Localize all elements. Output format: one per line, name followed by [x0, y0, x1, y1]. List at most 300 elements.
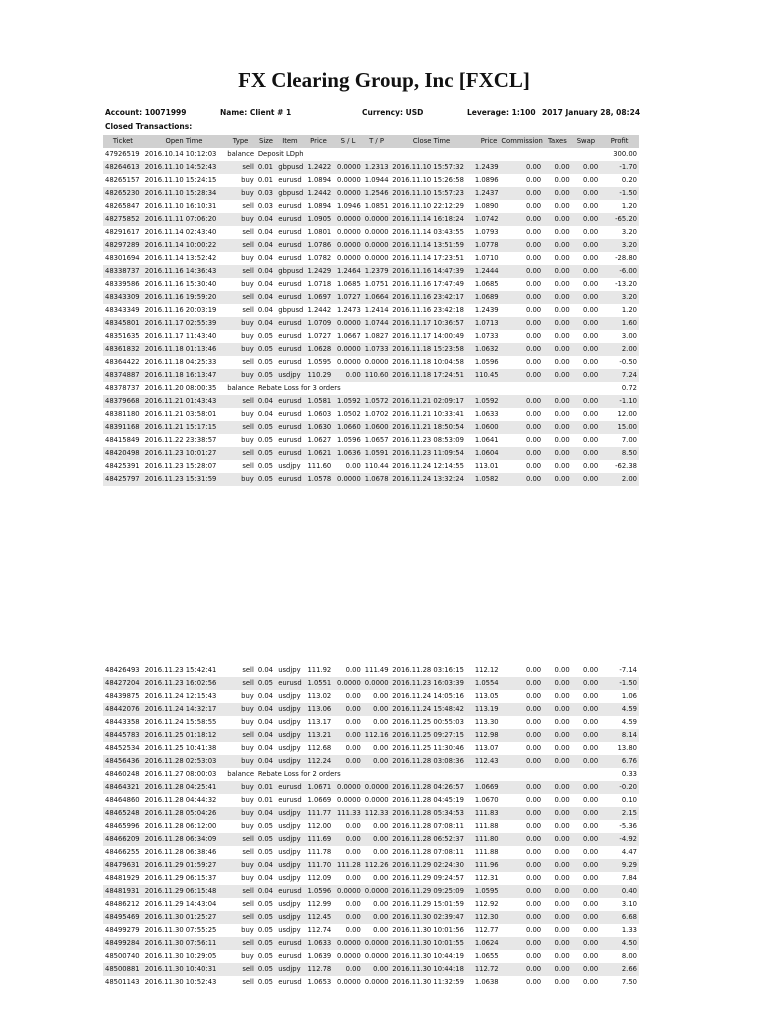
cell-take-profit: 0.00: [373, 848, 389, 856]
cell-type: balance: [227, 770, 255, 778]
cell-taxes: 0.00: [554, 332, 570, 340]
cell-profit: 7.50: [621, 978, 637, 986]
cell-swap: 0.00: [572, 755, 601, 768]
cell-commission: 0.00: [525, 254, 542, 262]
cell-type: sell: [225, 265, 256, 278]
cell-item: usdjpy: [276, 703, 304, 716]
cell-item: eurusd: [276, 291, 304, 304]
cell-close-time: 2016.11.25 00:55:03: [392, 718, 464, 726]
cell-ticket: 48265157: [105, 176, 140, 184]
cell-profit: 4.59: [621, 718, 637, 726]
cell-stop-loss: 1.0667: [337, 332, 361, 340]
table-row: [103, 343, 639, 356]
cell-commission: 0.00: [499, 473, 543, 486]
cell-take-profit: 1.0944: [364, 176, 389, 184]
cell-close-price: 110.45: [473, 369, 499, 382]
cell-ticket: 48338737: [103, 265, 143, 278]
cell-type: sell: [225, 239, 256, 252]
cell-commission: 0.00: [525, 744, 542, 752]
cell-open-time: 2016.11.28 02:53:03: [143, 755, 226, 768]
cell-profit: 3.20: [600, 291, 639, 304]
cell-commission: 0.00: [525, 306, 542, 314]
cell-taxes: 0.00: [554, 952, 570, 960]
cell-profit: 6.68: [600, 911, 639, 924]
cell-ticket: 48345801: [103, 317, 143, 330]
cell-open-price: 111.78: [307, 848, 332, 856]
cell-stop-loss: 0.00: [345, 744, 361, 752]
cell-type: buy: [225, 703, 256, 716]
cell-size: 0.04: [256, 729, 276, 742]
cell-type: buy: [225, 369, 256, 382]
cell-profit: 3.20: [600, 239, 639, 252]
cell-profit: 2.00: [600, 473, 639, 486]
cell-open-price: 1.0709: [304, 317, 334, 330]
cell-size: 0.03: [257, 202, 273, 210]
cell-ticket: 48495469: [103, 911, 143, 924]
cell-open-time: 2016.11.18 01:13:46: [143, 343, 226, 356]
cell-open-time: 2016.11.20 08:00:35: [144, 384, 217, 392]
cell-profit: 0.20: [621, 176, 637, 184]
cell-type: buy: [225, 213, 256, 226]
cell-stop-loss: 1.0727: [333, 291, 363, 304]
currency: Currency: USD: [362, 108, 424, 117]
cell-stop-loss: [333, 148, 363, 161]
cell-profit: 9.29: [600, 859, 639, 872]
cell-open-price: 1.0603: [307, 410, 332, 418]
cell-item: eurusd: [276, 885, 304, 898]
cell-close-time: 2016.11.30 10:01:55: [390, 937, 473, 950]
cell-stop-loss: 0.0000: [337, 228, 361, 236]
cell-open-price: 112.68: [307, 744, 332, 752]
cell-open-price: 1.2442: [307, 306, 332, 314]
cell-taxes: [543, 382, 572, 395]
cell-ticket: 48501143: [105, 978, 140, 986]
cell-stop-loss: 0.00: [345, 926, 361, 934]
cell-profit: -65.20: [600, 213, 639, 226]
cell-take-profit: 0.0000: [363, 213, 391, 226]
cell-size: 0.05: [256, 343, 276, 356]
col-close-time: Close Time: [390, 135, 473, 148]
table-row: [103, 859, 639, 872]
cell-ticket: 47926519: [105, 150, 140, 158]
cell-close-time: 2016.11.28 03:08:36: [390, 755, 473, 768]
cell-stop-loss: 0.00: [345, 692, 361, 700]
cell-type: sell: [242, 202, 254, 210]
cell-stop-loss: 0.00: [333, 703, 363, 716]
cell-profit: 8.00: [621, 952, 637, 960]
table-row: [103, 356, 639, 369]
cell-open-time: 2016.11.23 15:31:59: [143, 473, 226, 486]
cell-open-time: 2016.11.23 15:28:07: [144, 462, 217, 470]
table-row: [103, 291, 639, 304]
cell-size: 0.04: [256, 885, 276, 898]
cell-stop-loss: 0.00: [345, 718, 361, 726]
cell-commission: 0.00: [499, 187, 543, 200]
cell-swap: 0.00: [583, 822, 599, 830]
cell-take-profit: 0.00: [373, 718, 389, 726]
account-number: Account: 10071999: [105, 108, 187, 117]
cell-taxes: 0.00: [543, 963, 572, 976]
cell-swap: 0.00: [583, 666, 599, 674]
table-row: [103, 200, 639, 213]
table-row: [103, 820, 639, 833]
cell-close-time: 2016.11.25 09:27:15: [390, 729, 473, 742]
col-profit: Profit: [600, 135, 639, 148]
cell-open-price: 1.0581: [304, 395, 334, 408]
cell-stop-loss: 1.2473: [337, 306, 361, 314]
cell-profit: -5.36: [619, 822, 637, 830]
cell-close-time: 2016.11.30 02:39:47: [390, 911, 473, 924]
cell-close-time: 2016.11.29 09:24:57: [392, 874, 464, 882]
cell-taxes: 0.00: [554, 900, 570, 908]
cell-close-price: 113.01: [474, 462, 499, 470]
cell-swap: 0.00: [583, 306, 599, 314]
cell-swap: 0.00: [572, 161, 601, 174]
cell-profit: 1.06: [621, 692, 637, 700]
cell-swap: 0.00: [572, 937, 601, 950]
cell-profit: -13.20: [615, 280, 637, 288]
cell-type: buy: [225, 859, 256, 872]
cell-open-time: 2016.11.29 14:43:04: [144, 900, 217, 908]
account-info: [105, 108, 665, 120]
cell-close-time: 2016.11.29 09:25:09: [390, 885, 473, 898]
cell-take-profit: 0.0000: [364, 796, 389, 804]
cell-open-price: 1.0801: [307, 228, 332, 236]
cell-close-time: 2016.11.18 17:24:51: [390, 369, 473, 382]
cell-take-profit: 0.00: [363, 911, 391, 924]
cell-profit: 0.33: [621, 770, 637, 778]
cell-item: eurusd: [278, 254, 302, 262]
table-row: [103, 213, 639, 226]
cell-open-time: 2016.11.18 16:13:47: [143, 369, 226, 382]
cell-open-price: 1.0782: [307, 254, 332, 262]
cell-commission: 0.00: [525, 796, 542, 804]
cell-close-price: 113.30: [474, 718, 499, 726]
cell-close-time: 2016.11.24 13:32:24: [390, 473, 473, 486]
cell-ticket: 48265230: [103, 187, 143, 200]
cell-swap: 0.00: [572, 963, 601, 976]
table-row: [103, 421, 639, 434]
col-take-profit: T / P: [363, 135, 391, 148]
cell-item: usdjpy: [276, 833, 304, 846]
cell-size: 0.05: [256, 963, 276, 976]
cell-type: sell: [225, 963, 256, 976]
cell-taxes: 0.00: [543, 421, 572, 434]
cell-ticket: 48500881: [103, 963, 143, 976]
cell-size: 0.04: [257, 692, 273, 700]
cell-stop-loss: 0.0000: [337, 978, 361, 986]
cell-close-price: 1.2439: [473, 161, 499, 174]
cell-size: 0.05: [257, 462, 273, 470]
cell-take-profit: 0.00: [363, 963, 391, 976]
cell-take-profit: 1.2379: [363, 265, 391, 278]
cell-close-price: 1.2444: [473, 265, 499, 278]
cell-type: buy: [225, 807, 256, 820]
table-row: [103, 330, 639, 343]
table-row: [103, 690, 639, 703]
cell-open-time: 2016.11.10 16:10:31: [144, 202, 217, 210]
cell-stop-loss: 1.0596: [337, 436, 361, 444]
cell-close-price: 1.0793: [474, 228, 499, 236]
cell-commission: 0.00: [525, 952, 542, 960]
cell-taxes: 0.00: [554, 358, 570, 366]
cell-taxes: 0.00: [554, 254, 570, 262]
cell-ticket: 48443358: [105, 718, 140, 726]
cell-type: sell: [242, 848, 254, 856]
cell-profit: 4.59: [600, 703, 639, 716]
table-row: [103, 473, 639, 486]
cell-taxes: 0.00: [543, 187, 572, 200]
cell-item: usdjpy: [276, 807, 304, 820]
cell-type: sell: [225, 677, 256, 690]
cell-close-price: 1.0641: [474, 436, 499, 444]
cell-open-time: 2016.11.10 15:24:15: [144, 176, 217, 184]
cell-open-time: 2016.11.16 15:30:40: [144, 280, 217, 288]
cell-item: eurusd: [276, 421, 304, 434]
cell-close-price: 112.12: [474, 666, 499, 674]
cell-size: 0.05: [256, 473, 276, 486]
cell-profit: -1.70: [600, 161, 639, 174]
cell-open-time: 2016.11.14 10:00:22: [143, 239, 226, 252]
col-commission: Commission: [499, 135, 543, 148]
cell-open-time: 2016.10.14 10:12:03: [144, 150, 217, 158]
cell-size: 0.05: [257, 848, 273, 856]
cell-stop-loss: 0.0000: [333, 937, 363, 950]
cell-taxes: 0.00: [554, 744, 570, 752]
cell-open-price: 1.0697: [304, 291, 334, 304]
cell-size: 0.05: [257, 358, 273, 366]
cell-taxes: 0.00: [543, 677, 572, 690]
cell-open-price: 111.69: [304, 833, 334, 846]
cell-close-price: 1.0689: [473, 291, 499, 304]
cell-item: usdjpy: [276, 755, 304, 768]
cell-size: 0.04: [256, 265, 276, 278]
cell-size: 0.04: [257, 280, 273, 288]
cell-close-time: 2016.11.10 15:57:23: [390, 187, 473, 200]
cell-stop-loss: 0.00: [345, 874, 361, 882]
cell-taxes: 0.00: [554, 666, 570, 674]
cell-open-time: 2016.11.24 15:58:55: [144, 718, 217, 726]
cell-profit: 1.60: [600, 317, 639, 330]
cell-taxes: 0.00: [543, 729, 572, 742]
cell-ticket: 48343349: [105, 306, 140, 314]
cell-item: eurusd: [276, 213, 304, 226]
cell-stop-loss: 0.0000: [333, 161, 363, 174]
cell-size: 0.05: [256, 421, 276, 434]
cell-take-profit: 1.0744: [363, 317, 391, 330]
cell-swap: 0.00: [583, 202, 599, 210]
cell-take-profit: 111.49: [364, 666, 389, 674]
cell-size: 0.01: [256, 781, 276, 794]
cell-swap: 0.00: [572, 807, 601, 820]
cell-commission: 0.00: [499, 729, 543, 742]
cell-stop-loss: 0.0000: [333, 187, 363, 200]
cell-close-time: 2016.11.14 17:23:51: [392, 254, 464, 262]
cell-close-price: 1.0592: [473, 395, 499, 408]
cell-swap: 0.00: [583, 692, 599, 700]
cell-close-time: 2016.11.28 04:26:57: [390, 781, 473, 794]
cell-stop-loss: 0.0000: [337, 254, 361, 262]
cell-ticket: 48464321: [103, 781, 143, 794]
cell-ticket: 48464860: [105, 796, 140, 804]
cell-type: buy: [225, 187, 256, 200]
cell-open-time: 2016.11.28 06:38:46: [144, 848, 217, 856]
table-row: [103, 304, 639, 317]
cell-ticket: 48500740: [105, 952, 140, 960]
cell-type: buy: [225, 317, 256, 330]
cell-swap: 0.00: [572, 729, 601, 742]
cell-close-price: 1.0685: [474, 280, 499, 288]
cell-swap: 0.00: [583, 926, 599, 934]
cell-close-price: 1.0596: [474, 358, 499, 366]
cell-open-time: 2016.11.30 07:56:11: [143, 937, 226, 950]
cell-swap: 0.00: [583, 254, 599, 262]
cell-type: sell: [225, 729, 256, 742]
cell-size: 0.04: [256, 703, 276, 716]
cell-ticket: 48466255: [105, 848, 140, 856]
cell-item: usdjpy: [278, 744, 301, 752]
cell-open-price: 1.0669: [307, 796, 332, 804]
cell-open-time: 2016.11.25 01:18:12: [143, 729, 226, 742]
cell-profit: 12.00: [617, 410, 637, 418]
cell-close-price: 1.0733: [474, 332, 499, 340]
cell-commission: 0.00: [525, 176, 542, 184]
cell-open-time: 2016.11.21 03:58:01: [144, 410, 217, 418]
cell-stop-loss: 0.0000: [333, 473, 363, 486]
cell-commission: 0.00: [525, 978, 542, 986]
cell-commission: 0.00: [525, 692, 542, 700]
cell-open-price: 1.0596: [304, 885, 334, 898]
cell-close-time: 2016.11.16 23:42:17: [390, 291, 473, 304]
cell-close-time: 2016.11.30 11:32:59: [392, 978, 464, 986]
cell-open-price: 112.78: [304, 963, 334, 976]
cell-open-price: 113.02: [307, 692, 332, 700]
cell-close-price: 112.30: [473, 911, 499, 924]
cell-swap: 0.00: [572, 781, 601, 794]
cell-swap: 0.00: [583, 436, 599, 444]
cell-profit: 1.20: [621, 202, 637, 210]
cell-swap: 0.00: [583, 952, 599, 960]
cell-close-time: 2016.11.28 06:52:37: [390, 833, 473, 846]
cell-take-profit: 0.00: [373, 692, 389, 700]
cell-commission: 0.00: [525, 874, 542, 882]
cell-ticket: 48378737: [105, 384, 140, 392]
cell-stop-loss: 0.00: [345, 822, 361, 830]
cell-type: sell: [225, 885, 256, 898]
cell-open-price: 1.0621: [304, 447, 334, 460]
table-row: [103, 187, 639, 200]
col-ticket: Ticket: [103, 135, 143, 148]
cell-close-price: 1.0670: [474, 796, 499, 804]
cell-swap: 0.00: [572, 447, 601, 460]
cell-ticket: 48425391: [105, 462, 140, 470]
cell-stop-loss: 0.00: [333, 963, 363, 976]
cell-close-price: [473, 768, 499, 781]
cell-ticket: 48391168: [103, 421, 143, 434]
cell-swap: 0.00: [572, 395, 601, 408]
cell-type: sell: [225, 833, 256, 846]
cell-close-time: 2016.11.24 15:48:42: [390, 703, 473, 716]
table-row: [103, 911, 639, 924]
closed-transactions-label: Closed Transactions:: [105, 122, 193, 131]
cell-swap: 0.00: [583, 796, 599, 804]
cell-type: buy: [241, 744, 254, 752]
cell-take-profit: 0.0000: [364, 228, 389, 236]
cell-ticket: 48425797: [103, 473, 143, 486]
cell-stop-loss: 111.33: [333, 807, 363, 820]
cell-commission: 0.00: [525, 202, 542, 210]
cell-commission: 0.00: [499, 885, 543, 898]
cell-type: balance: [227, 384, 255, 392]
cell-close-price: 1.0604: [473, 447, 499, 460]
cell-commission: 0.00: [499, 781, 543, 794]
cell-item: usdjpy: [276, 729, 304, 742]
cell-open-time: 2016.11.30 10:52:43: [144, 978, 217, 986]
table-row: [103, 976, 639, 989]
cell-commission: 0.00: [525, 410, 542, 418]
cell-close-price: 111.80: [473, 833, 499, 846]
cell-swap: 0.00: [572, 239, 601, 252]
cell-type: buy: [225, 755, 256, 768]
cell-open-price: 1.2442: [304, 187, 334, 200]
cell-item: usdjpy: [278, 822, 301, 830]
table-row: [103, 382, 639, 395]
table-row: [103, 755, 639, 768]
cell-type: buy: [241, 332, 254, 340]
cell-close-price: 1.0655: [474, 952, 499, 960]
cell-open-price: 112.00: [307, 822, 332, 830]
cell-close-time: 2016.11.30 10:44:19: [392, 952, 464, 960]
cell-type: buy: [241, 822, 254, 830]
table-row: [103, 408, 639, 421]
cell-stop-loss: 1.0660: [333, 421, 363, 434]
cell-item: gbpusd: [276, 265, 304, 278]
cell-type: buy: [225, 781, 256, 794]
table-row: [103, 174, 639, 187]
cell-size: 0.04: [256, 239, 276, 252]
report-date: 2017 January 28, 08:24: [542, 108, 641, 117]
cell-taxes: 0.00: [543, 859, 572, 872]
col-open-price: Price: [304, 135, 334, 148]
cell-take-profit: 112.33: [363, 807, 391, 820]
cell-open-time: 2016.11.29 01:59:27: [143, 859, 226, 872]
cell-type: buy: [241, 254, 254, 262]
cell-close-time: 2016.11.28 03:16:15: [392, 666, 464, 674]
cell-profit: 15.00: [600, 421, 639, 434]
cell-close-price: 112.72: [473, 963, 499, 976]
cell-item: eurusd: [276, 239, 304, 252]
col-size: Size: [256, 135, 276, 148]
cell-commission: 0.00: [499, 161, 543, 174]
cell-open-time: 2016.11.14 02:43:40: [144, 228, 217, 236]
cell-item: usdjpy: [278, 874, 301, 882]
cell-open-time: 2016.11.28 05:04:26: [143, 807, 226, 820]
cell-size: 0.05: [256, 937, 276, 950]
cell-open-time: 2016.11.11 07:06:20: [143, 213, 226, 226]
cell-profit: 7.84: [621, 874, 637, 882]
cell-open-price: 1.0894: [307, 202, 332, 210]
col-taxes: Taxes: [543, 135, 572, 148]
cell-stop-loss: 0.0000: [333, 885, 363, 898]
cell-close-time: 2016.11.24 12:14:55: [392, 462, 464, 470]
cell-commission: 0.00: [525, 358, 542, 366]
cell-taxes: 0.00: [543, 473, 572, 486]
cell-profit: -1.50: [600, 677, 639, 690]
cell-item: eurusd: [278, 436, 302, 444]
cell-ticket: 48297289: [103, 239, 143, 252]
cell-open-price: 112.74: [307, 926, 332, 934]
cell-size: 0.05: [256, 911, 276, 924]
